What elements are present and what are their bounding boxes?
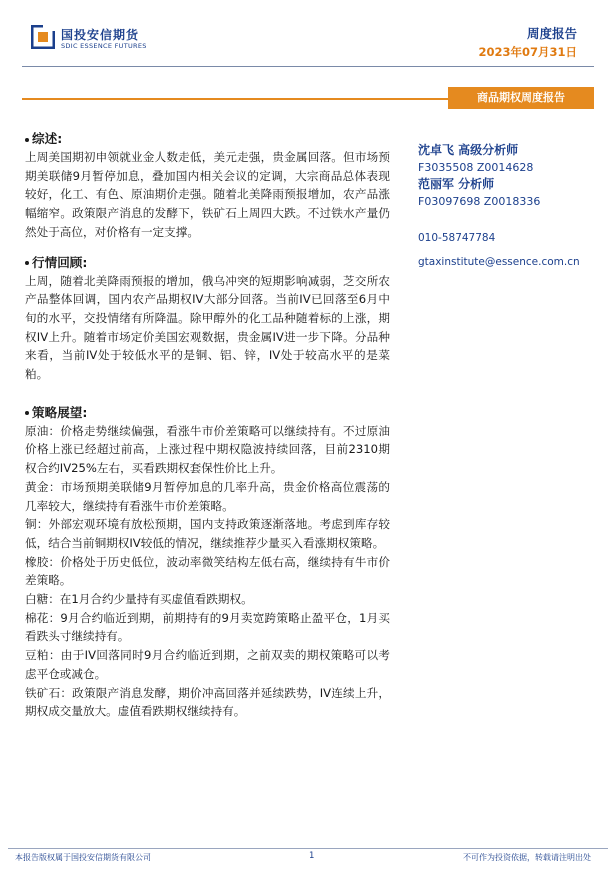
footer-disclaimer: 不可作为投资依据，转载请注明出处 [463,853,591,862]
strategy-item: 铁矿石：政策限产消息发酵，期价冲高回落并延续跌势，IV连续上升，期权成交量放大。虚值看跌期权继续持有。 [25,685,390,719]
review-heading: 行情回顾: [25,254,390,272]
logo-mark-icon [31,25,55,49]
report-banner: 商品期权周度报告 [448,87,594,109]
analyst-certificate: F03097698 Z0018336 [418,195,541,208]
strategy-item: 铜：外部宏观环境有放松预期，国内支持政策逐渐落地。考虑到库存较低，结合当前铜期权IV较低的情况，继续推荐少量买入看涨期权策略。 [25,517,390,550]
header-divider [22,66,594,67]
contact-email[interactable]: gtaxinstitute@essence.com.cn [418,256,580,268]
contact-phone: 010-58747784 [418,232,496,244]
page-number: 1 [309,851,315,861]
strategy-item: 黄金：市场预期美联储9月暂停加息的几率升高，贵金价格高位震荡的几率较大，继续持有看涨牛市价差策略。 [25,479,390,513]
logo-english-name: SDIC ESSENCE FUTURES [61,42,147,50]
strategy-item: 豆粕：由于IV回落同时9月合约临近到期，之前双卖的期权策略可以考虑平仓或减仓。 [25,648,390,681]
report-date: 2023年07月31日 [478,45,577,59]
logo-chinese-name: 国投安信期货 [61,28,140,42]
bullet-icon [25,261,29,265]
report-type: 周度报告 [526,26,577,41]
strategy-item: 棉花：9月合约临近到期，前期持有的9月卖宽跨策略止盈平仓，1月买看跌头寸继续持有。 [25,610,390,644]
footer-copyright: 本报告版权属于国投安信期货有限公司 [15,853,151,862]
analyst-certificate: F3035508 Z0014628 [418,161,534,174]
strategy-item: 原油：价格走势继续偏强，看涨牛市价差策略可以继续持有。不过原油价格上涨已经超过前高，上涨过程中期权隐波持续回落，目前2310期权合约IV25%左右，买看跌期权套保性价比上升。 [25,423,390,476]
summary-heading: 综述: [25,130,390,148]
strategy-item: 橡胶：价格处于历史低位，波动率微笑结构左低右高，继续持有牛市价差策略。 [25,554,390,588]
strategy-heading: 策略展望: [25,404,390,422]
company-logo [31,25,191,53]
summary-text: 上周美国期初申领就业金人数走低，美元走强，贵金属回落。但市场预期美联储9月暂停加息，叠加国内相关会议的定调，大宗商品总体表现较好，化工、有色、原油期价走强。随着北美降雨预报增加，农产品涨幅缩窄。政策限产消息的发酵下，铁矿石上周四大跌。不过铁水产量仍然处于高位，对价格有一定支撑。 [25,150,390,239]
main-content [25,130,390,721]
footer-divider [8,848,608,849]
bullet-icon [25,138,29,142]
review-text: 上周，随着北美降雨预报的增加，俄乌冲突的短期影响减弱，芝交所农产品整体回调，国内农产品期权IV大部分回落。当前IV已回落至6月中旬的水平，交投情绪有所降温。除甲醇外的化工品种随着标的上涨，期权IV上升。随着市场定价美国宏观数据，贵金属IV进一步下降。分品种来看，当前IV处于较低水平的是铜、铝、锌，IV处于较高水平的是菜粕。 [25,273,390,382]
analyst-name: 范丽军 分析师 [418,177,495,191]
strategy-item: 白糖：在1月合约少量持有买虚值看跌期权。 [25,592,253,607]
analyst-name: 沈卓飞 高级分析师 [418,143,519,157]
bullet-icon [25,411,29,415]
analyst-sidebar [418,142,608,271]
